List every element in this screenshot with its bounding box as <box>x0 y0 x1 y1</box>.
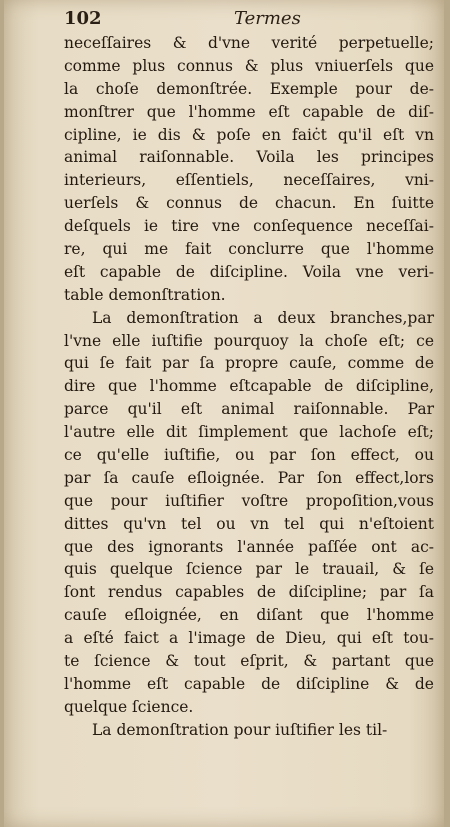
text-line: La demonſtration a deux branches,par <box>92 308 434 327</box>
text-line: a eſté faict a l'image de Dieu, qui eſt tou- <box>64 629 434 648</box>
text-line: La demonſtration pour iuſtifier les til- <box>92 720 388 739</box>
text-line: ſont rendus capables de diſcipline; par ſa <box>64 583 434 602</box>
text-line: table demonſtration. <box>64 285 226 304</box>
text-line: quis quelque ſcience par le trauail, & ſe <box>64 560 434 579</box>
text-line: cauſe eſloignée, en diſant que l'homme <box>64 606 434 625</box>
text-line: l'vne elle iuſtifie pourquoy la choſe eſt; ce <box>64 331 434 350</box>
text-line: dittes qu'vn tel ou vn tel qui n'eſtoient <box>64 514 434 533</box>
paragraph <box>64 719 434 742</box>
text-line: que des ignorants l'année paſſée ont ac- <box>64 537 434 556</box>
text-line: qui ſe fait par ſa propre cauſe, comme de <box>64 354 434 373</box>
book-page <box>4 0 444 827</box>
text-line: ce qu'elle iuſtifie, ou par ſon effect, ou <box>64 446 434 465</box>
text-line: neceſſaires & d'vne verité perpetuelle; <box>64 34 434 52</box>
text-line: que pour iuſtifier voſtre propoſition,vous <box>64 491 434 510</box>
text-line: l'homme eſt capable de diſcipline & de <box>64 674 434 693</box>
text-line: monſtrer que l'homme eſt capable de diſ- <box>64 102 434 121</box>
text-line: uerſels & connus de chacun. En ſuitte <box>64 194 434 213</box>
page-header <box>4 8 444 34</box>
text-line: re, qui me fait conclurre que l'homme <box>64 240 434 259</box>
text-line: l'autre elle dit ſimplement que lachoſe eſt; <box>64 423 434 442</box>
text-line: parce qu'il eſt animal raiſonnable. Par <box>64 400 434 419</box>
text-line: quelque ſcience. <box>64 697 194 716</box>
body-text <box>64 32 434 742</box>
text-line: cipline, ie dis & poſe en faiċt qu'il eſt vn <box>64 125 434 144</box>
text-line: dire que l'homme eſtcapable de diſcipline, <box>64 377 434 396</box>
text-line: te ſcience & tout eſprit, & partant que <box>64 652 434 671</box>
paragraph <box>64 32 434 307</box>
text-line: deſquels ie tire vne conſequence neceſſai- <box>64 217 434 236</box>
paragraph <box>64 307 434 719</box>
running-title: Termes <box>234 8 301 29</box>
text-line: interieurs, eſſentiels, neceſſaires, vni- <box>64 171 434 190</box>
text-line: la choſe demonſtrée. Exemple pour de- <box>64 79 434 98</box>
text-line: comme plus connus & plus vniuerſels que <box>64 56 434 75</box>
page-number: 102 <box>64 8 102 29</box>
text-line: eſt capable de diſcipline. Voila vne veri- <box>64 262 434 281</box>
text-line: animal raiſonnable. Voila les principes <box>64 148 434 167</box>
text-line: par ſa cauſe eſloignée. Par ſon effect,lors <box>64 468 434 487</box>
